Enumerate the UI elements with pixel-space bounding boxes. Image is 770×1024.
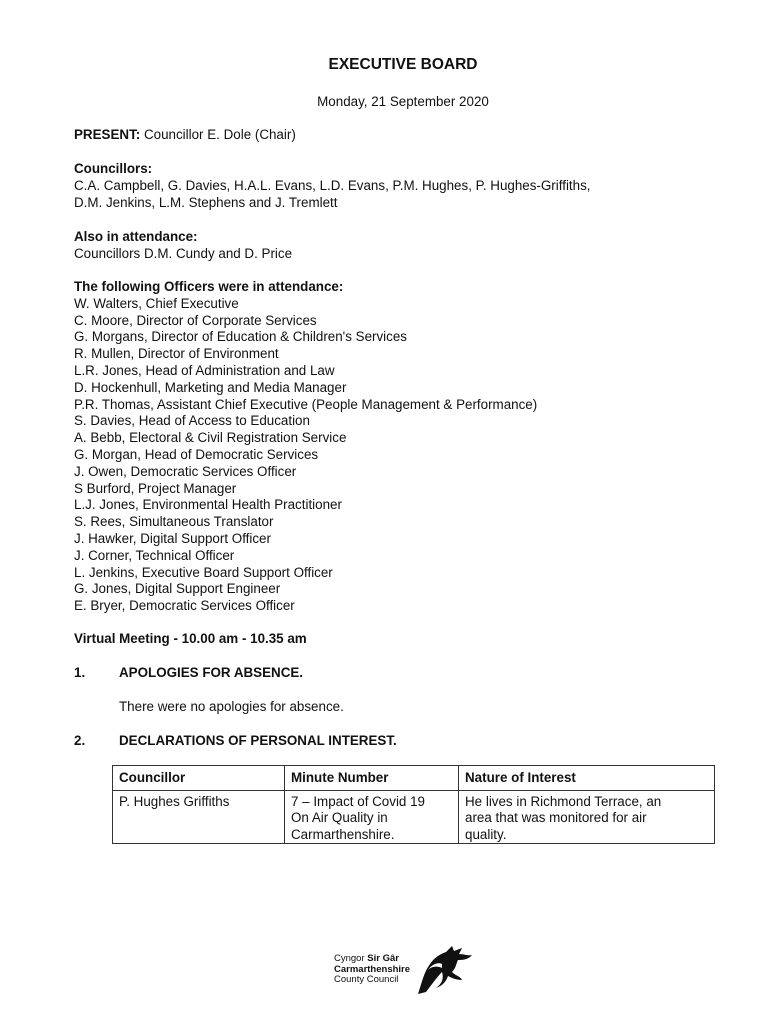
cell-councillor: P. Hughes Griffiths — [113, 790, 285, 844]
item-1-text: There were no apologies for absence. — [119, 699, 344, 714]
logo-line-2: Carmarthenshire — [334, 963, 411, 975]
cell-nature-of-interest — [459, 790, 715, 844]
officer-item: S Burford, Project Manager — [74, 480, 237, 496]
officer-item: J. Hawker, Digital Support Officer — [74, 530, 271, 546]
officer-item: L.J. Jones, Environmental Health Practitioner — [74, 497, 342, 513]
minute-line: Carmarthenshire. — [291, 826, 395, 842]
page-title: EXECUTIVE BOARD — [328, 56, 478, 73]
officer-item: G. Jones, Digital Support Engineer — [74, 581, 281, 597]
officer-item: J. Owen, Democratic Services Officer — [74, 463, 297, 479]
cell-minute-number — [285, 790, 459, 844]
present-label: PRESENT: — [74, 127, 141, 142]
council-logo — [330, 942, 480, 1002]
officer-item: C. Moore, Director of Corporate Services — [74, 312, 317, 328]
officers-heading: The following Officers were in attendance: — [74, 279, 344, 294]
officer-item: L.R. Jones, Head of Administration and Law — [74, 362, 335, 378]
officer-item: G. Morgan, Head of Democratic Services — [74, 446, 319, 462]
officer-item: S. Davies, Head of Access to Education — [74, 413, 310, 429]
present-text: Councillor E. Dole (Chair) — [143, 127, 296, 142]
also-attendance-section — [74, 229, 714, 263]
officer-item: R. Mullen, Director of Environment — [74, 346, 279, 362]
item-2-number: 2. — [74, 733, 86, 748]
councillors-line-2: D.M. Jenkins, L.M. Stephens and J. Tremlett — [74, 194, 338, 210]
nature-line: He lives in Richmond Terrace, an — [465, 793, 662, 809]
councillors-heading: Councillors: — [74, 161, 153, 176]
item-2-title: DECLARATIONS OF PERSONAL INTEREST. — [119, 733, 397, 748]
table-header-row — [113, 766, 715, 791]
councillors-section — [74, 161, 714, 211]
table-row — [113, 790, 715, 844]
officer-item: L. Jenkins, Executive Board Support Officer — [74, 564, 333, 580]
nature-line: quality. — [465, 826, 507, 842]
item-1-title: APOLOGIES FOR ABSENCE. — [119, 665, 304, 680]
interest-table — [112, 765, 715, 844]
present-line — [74, 127, 714, 144]
header-minute-number: Minute Number — [285, 766, 459, 791]
officer-item: D. Hockenhull, Marketing and Media Manager — [74, 379, 347, 395]
officer-item: P.R. Thomas, Assistant Chief Executive (People Management & Performance) — [74, 396, 538, 412]
officers-section — [74, 279, 714, 615]
officer-item: S. Rees, Simultaneous Translator — [74, 514, 274, 530]
councillors-line-1: C.A. Campbell, G. Davies, H.A.L. Evans, L.D. Evans, P.M. Hughes, P. Hughes-Griffiths, — [74, 177, 591, 193]
officer-item: J. Corner, Technical Officer — [74, 547, 235, 563]
header-councillor: Councillor — [113, 766, 285, 791]
logo-line-1-normal: Cyngor — [334, 953, 368, 964]
officer-item: E. Bryer, Democratic Services Officer — [74, 598, 295, 614]
minute-line: On Air Quality in — [291, 810, 388, 825]
meeting-time: Virtual Meeting - 10.00 am - 10.35 am — [74, 631, 307, 646]
item-1-number: 1. — [74, 665, 86, 680]
logo-line-3: County Council — [334, 974, 399, 985]
logo-text — [334, 954, 410, 986]
also-attendance-heading: Also in attendance: — [74, 229, 198, 244]
logo-line-1-bold: Sir Gâr — [367, 953, 399, 964]
officer-item: G. Morgans, Director of Education & Children's Services — [74, 329, 407, 345]
dragon-icon — [412, 942, 474, 998]
officer-item: W. Walters, Chief Executive — [74, 295, 239, 311]
header-nature-of-interest: Nature of Interest — [459, 766, 715, 791]
meeting-date: Monday, 21 September 2020 — [317, 94, 489, 109]
also-attendance-text: Councillors D.M. Cundy and D. Price — [74, 245, 293, 261]
nature-line: area that was monitored for air — [465, 810, 647, 825]
minute-line: 7 – Impact of Covid 19 — [291, 793, 425, 809]
officer-item: A. Bebb, Electoral & Civil Registration Service — [74, 430, 347, 446]
logo-line-1 — [334, 954, 410, 965]
